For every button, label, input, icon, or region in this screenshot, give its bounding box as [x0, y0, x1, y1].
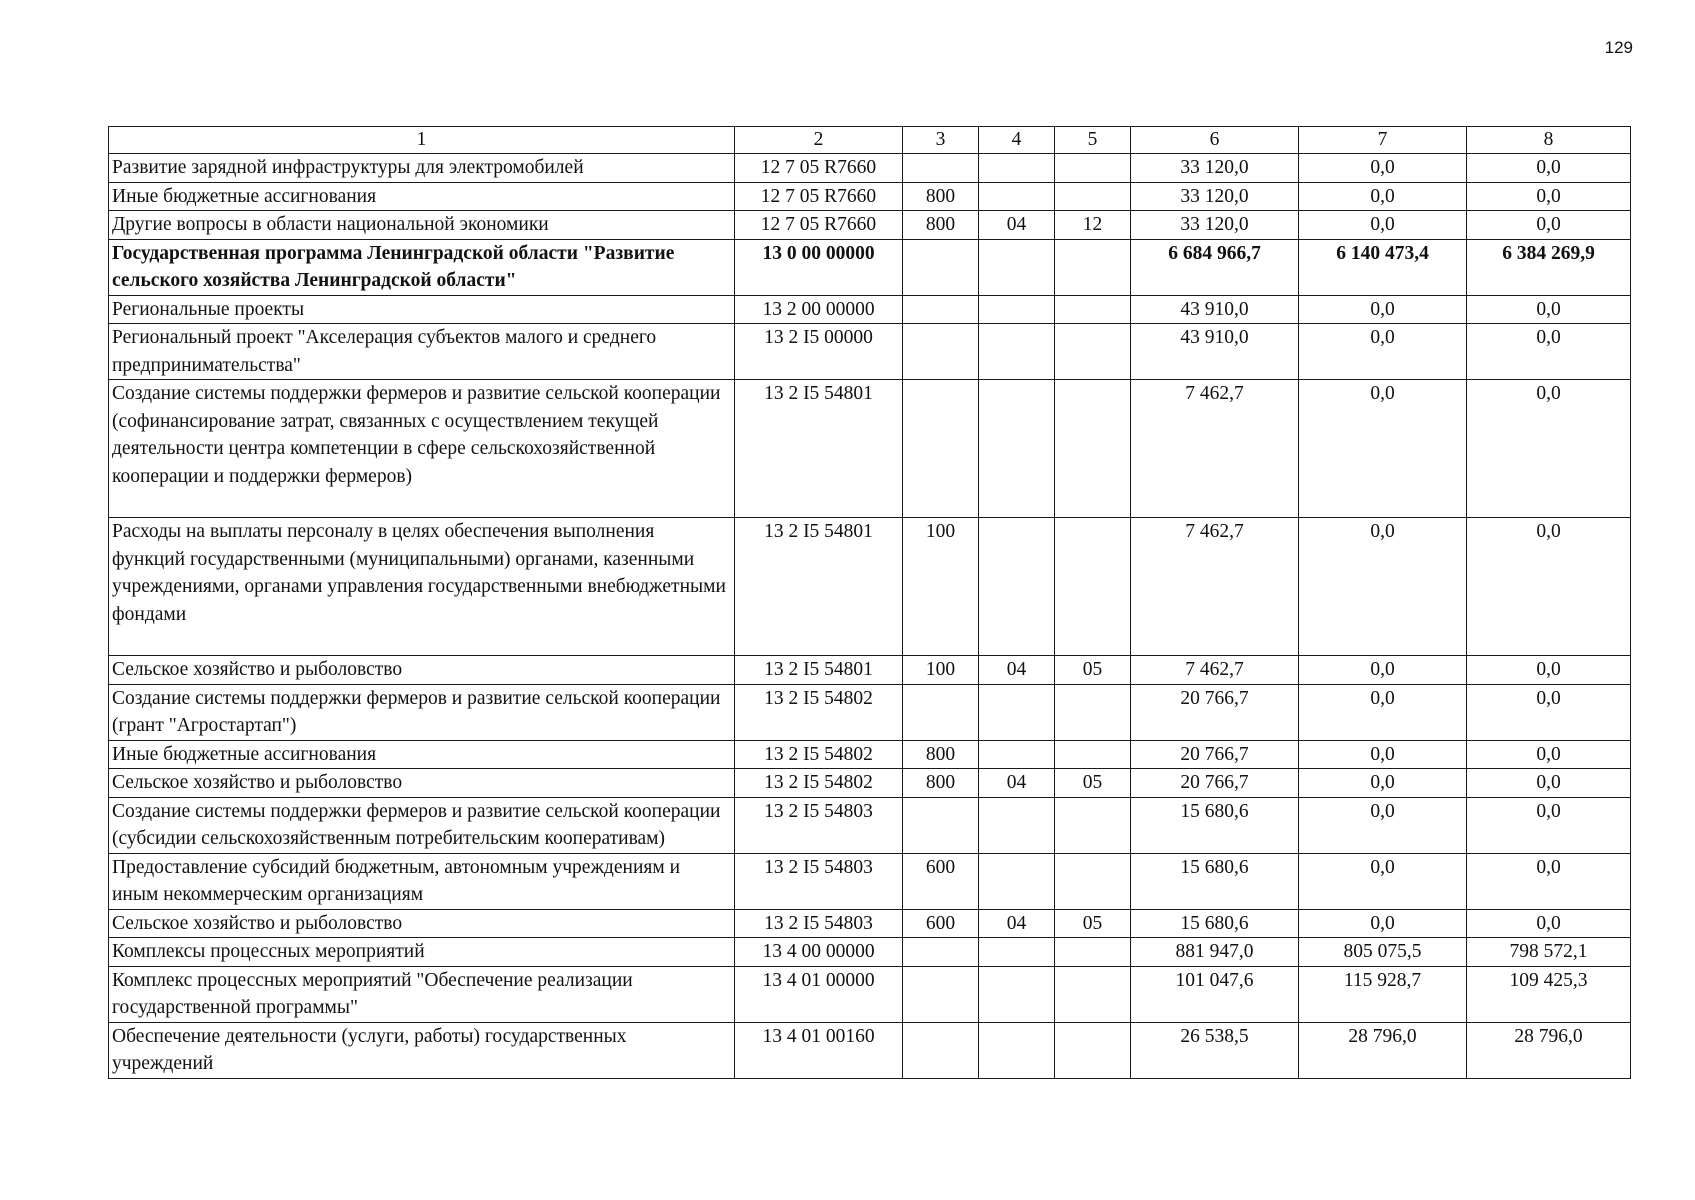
- section-code: [979, 154, 1055, 183]
- amount-year-1: 33 120,0: [1131, 211, 1299, 240]
- amount-year-3: 28 796,0: [1467, 1022, 1631, 1078]
- amount-year-3: 798 572,1: [1467, 938, 1631, 967]
- amount-year-2: 6 140 473,4: [1299, 239, 1467, 295]
- amount-year-2: 115 928,7: [1299, 966, 1467, 1022]
- section-code: 04: [979, 656, 1055, 685]
- subsection-code: 05: [1055, 909, 1131, 938]
- table-header: [109, 127, 1631, 154]
- table-row: [109, 211, 1631, 240]
- target-article-code: 13 4 01 00000: [735, 966, 903, 1022]
- subsection-code: [1055, 1022, 1131, 1078]
- table-row: [109, 740, 1631, 769]
- table-row: [109, 966, 1631, 1022]
- table-row: [109, 380, 1631, 518]
- amount-year-2: 0,0: [1299, 740, 1467, 769]
- row-name: Сельское хозяйство и рыболовство: [109, 656, 735, 685]
- section-code: 04: [979, 211, 1055, 240]
- amount-year-2: 0,0: [1299, 380, 1467, 518]
- amount-year-3: 0,0: [1467, 518, 1631, 656]
- section-code: [979, 295, 1055, 324]
- subsection-code: [1055, 684, 1131, 740]
- expense-type-code: [903, 966, 979, 1022]
- section-code: [979, 239, 1055, 295]
- column-header: 4: [979, 127, 1055, 154]
- row-name: Другие вопросы в области национальной экономики: [109, 211, 735, 240]
- row-name: Государственная программа Ленинградской области "Развитие сельского хозяйства Ленинградской области": [109, 239, 735, 295]
- amount-year-1: 20 766,7: [1131, 740, 1299, 769]
- section-code: [979, 380, 1055, 518]
- amount-year-3: 0,0: [1467, 853, 1631, 909]
- subsection-code: [1055, 518, 1131, 656]
- section-code: [979, 1022, 1055, 1078]
- target-article-code: 13 2 I5 54802: [735, 740, 903, 769]
- subsection-code: [1055, 154, 1131, 183]
- amount-year-1: 881 947,0: [1131, 938, 1299, 967]
- expense-type-code: [903, 1022, 979, 1078]
- target-article-code: 12 7 05 R7660: [735, 211, 903, 240]
- row-name: Иные бюджетные ассигнования: [109, 740, 735, 769]
- expense-type-code: [903, 380, 979, 518]
- amount-year-1: 7 462,7: [1131, 656, 1299, 685]
- target-article-code: 13 0 00 00000: [735, 239, 903, 295]
- amount-year-2: 0,0: [1299, 656, 1467, 685]
- amount-year-3: 0,0: [1467, 380, 1631, 518]
- expense-type-code: 800: [903, 740, 979, 769]
- table-row: [109, 154, 1631, 183]
- expense-type-code: 800: [903, 769, 979, 798]
- row-name: Расходы на выплаты персоналу в целях обеспечения выполнения функций государственными (муниципальными) органами, казенными учреждениями, органами управления государственными внебюджетными фондами: [109, 518, 735, 656]
- target-article-code: 13 2 I5 54802: [735, 769, 903, 798]
- table-row: [109, 769, 1631, 798]
- amount-year-3: 6 384 269,9: [1467, 239, 1631, 295]
- amount-year-1: 7 462,7: [1131, 380, 1299, 518]
- section-code: [979, 684, 1055, 740]
- amount-year-2: 0,0: [1299, 211, 1467, 240]
- table-row: [109, 324, 1631, 380]
- subsection-code: [1055, 182, 1131, 211]
- table-row: [109, 295, 1631, 324]
- amount-year-1: 15 680,6: [1131, 909, 1299, 938]
- target-article-code: 13 2 I5 54802: [735, 684, 903, 740]
- expense-type-code: 100: [903, 518, 979, 656]
- amount-year-3: 0,0: [1467, 909, 1631, 938]
- table-row: [109, 1022, 1631, 1078]
- subsection-code: [1055, 853, 1131, 909]
- row-name: Создание системы поддержки фермеров и развитие сельской кооперации (грант "Агростартап"): [109, 684, 735, 740]
- expense-type-code: 600: [903, 853, 979, 909]
- amount-year-3: 0,0: [1467, 295, 1631, 324]
- column-header: 6: [1131, 127, 1299, 154]
- target-article-code: 13 2 00 00000: [735, 295, 903, 324]
- table-row: [109, 909, 1631, 938]
- column-numbers-row: [109, 127, 1631, 154]
- budget-table: [108, 126, 1631, 1079]
- row-name: Региональные проекты: [109, 295, 735, 324]
- subsection-code: 05: [1055, 769, 1131, 798]
- amount-year-2: 0,0: [1299, 182, 1467, 211]
- section-code: 04: [979, 769, 1055, 798]
- subsection-code: 12: [1055, 211, 1131, 240]
- target-article-code: 13 2 I5 54803: [735, 853, 903, 909]
- amount-year-3: 0,0: [1467, 656, 1631, 685]
- section-code: [979, 324, 1055, 380]
- table-row: [109, 239, 1631, 295]
- expense-type-code: [903, 324, 979, 380]
- table-row: [109, 797, 1631, 853]
- subsection-code: [1055, 740, 1131, 769]
- amount-year-1: 20 766,7: [1131, 769, 1299, 798]
- amount-year-1: 20 766,7: [1131, 684, 1299, 740]
- table-body: [109, 154, 1631, 1079]
- amount-year-2: 0,0: [1299, 518, 1467, 656]
- row-name: Региональный проект "Акселерация субъектов малого и среднего предпринимательства": [109, 324, 735, 380]
- amount-year-2: 0,0: [1299, 684, 1467, 740]
- amount-year-2: 0,0: [1299, 154, 1467, 183]
- table-row: [109, 938, 1631, 967]
- amount-year-3: 0,0: [1467, 182, 1631, 211]
- subsection-code: [1055, 938, 1131, 967]
- amount-year-1: 33 120,0: [1131, 182, 1299, 211]
- amount-year-1: 101 047,6: [1131, 966, 1299, 1022]
- row-name: Комплекс процессных мероприятий "Обеспечение реализации государственной программы": [109, 966, 735, 1022]
- target-article-code: 13 4 00 00000: [735, 938, 903, 967]
- amount-year-3: 109 425,3: [1467, 966, 1631, 1022]
- column-header: 8: [1467, 127, 1631, 154]
- column-header: 5: [1055, 127, 1131, 154]
- expense-type-code: 600: [903, 909, 979, 938]
- expense-type-code: [903, 797, 979, 853]
- section-code: [979, 182, 1055, 211]
- subsection-code: [1055, 295, 1131, 324]
- amount-year-3: 0,0: [1467, 154, 1631, 183]
- expense-type-code: [903, 154, 979, 183]
- target-article-code: 13 2 I5 54803: [735, 797, 903, 853]
- page-number: 129: [1604, 38, 1633, 57]
- row-name: Предоставление субсидий бюджетным, автономным учреждениям и иным некоммерческим организациям: [109, 853, 735, 909]
- amount-year-1: 15 680,6: [1131, 853, 1299, 909]
- row-name: Создание системы поддержки фермеров и развитие сельской кооперации (субсидии сельскохозяйственным потребительским кооперативам): [109, 797, 735, 853]
- amount-year-3: 0,0: [1467, 684, 1631, 740]
- section-code: [979, 938, 1055, 967]
- amount-year-3: 0,0: [1467, 211, 1631, 240]
- column-header: 1: [109, 127, 735, 154]
- column-header: 2: [735, 127, 903, 154]
- amount-year-2: 0,0: [1299, 909, 1467, 938]
- amount-year-1: 43 910,0: [1131, 295, 1299, 324]
- amount-year-2: 805 075,5: [1299, 938, 1467, 967]
- row-name: Сельское хозяйство и рыболовство: [109, 769, 735, 798]
- amount-year-1: 26 538,5: [1131, 1022, 1299, 1078]
- amount-year-2: 0,0: [1299, 853, 1467, 909]
- expense-type-code: 800: [903, 182, 979, 211]
- section-code: [979, 966, 1055, 1022]
- table-row: [109, 853, 1631, 909]
- row-name: Обеспечение деятельности (услуги, работы) государственных учреждений: [109, 1022, 735, 1078]
- section-code: [979, 740, 1055, 769]
- amount-year-1: 43 910,0: [1131, 324, 1299, 380]
- amount-year-1: 33 120,0: [1131, 154, 1299, 183]
- subsection-code: [1055, 797, 1131, 853]
- target-article-code: 13 2 I5 54801: [735, 380, 903, 518]
- row-name: Сельское хозяйство и рыболовство: [109, 909, 735, 938]
- amount-year-2: 0,0: [1299, 769, 1467, 798]
- amount-year-2: 0,0: [1299, 295, 1467, 324]
- amount-year-1: 7 462,7: [1131, 518, 1299, 656]
- section-code: [979, 518, 1055, 656]
- section-code: [979, 853, 1055, 909]
- expense-type-code: 100: [903, 656, 979, 685]
- target-article-code: 12 7 05 R7660: [735, 182, 903, 211]
- amount-year-3: 0,0: [1467, 324, 1631, 380]
- amount-year-2: 0,0: [1299, 324, 1467, 380]
- row-name: Иные бюджетные ассигнования: [109, 182, 735, 211]
- expense-type-code: [903, 295, 979, 324]
- subsection-code: [1055, 239, 1131, 295]
- table-row: [109, 518, 1631, 656]
- expense-type-code: 800: [903, 211, 979, 240]
- table-row: [109, 182, 1631, 211]
- amount-year-1: 6 684 966,7: [1131, 239, 1299, 295]
- amount-year-2: 28 796,0: [1299, 1022, 1467, 1078]
- subsection-code: 05: [1055, 656, 1131, 685]
- subsection-code: [1055, 380, 1131, 518]
- amount-year-3: 0,0: [1467, 769, 1631, 798]
- column-header: 3: [903, 127, 979, 154]
- expense-type-code: [903, 938, 979, 967]
- expense-type-code: [903, 684, 979, 740]
- section-code: 04: [979, 909, 1055, 938]
- amount-year-1: 15 680,6: [1131, 797, 1299, 853]
- table-row: [109, 684, 1631, 740]
- section-code: [979, 797, 1055, 853]
- target-article-code: 13 2 I5 54801: [735, 656, 903, 685]
- target-article-code: 12 7 05 R7660: [735, 154, 903, 183]
- row-name: Создание системы поддержки фермеров и развитие сельской кооперации (софинансирование затрат, связанных с осуществлением текущей деятельности центра компетенции в сфере сельскохозяйственной кооперации и поддержки фермеров): [109, 380, 735, 518]
- subsection-code: [1055, 966, 1131, 1022]
- target-article-code: 13 2 I5 00000: [735, 324, 903, 380]
- column-header: 7: [1299, 127, 1467, 154]
- table-row: [109, 656, 1631, 685]
- expense-type-code: [903, 239, 979, 295]
- target-article-code: 13 2 I5 54803: [735, 909, 903, 938]
- amount-year-3: 0,0: [1467, 740, 1631, 769]
- amount-year-2: 0,0: [1299, 797, 1467, 853]
- amount-year-3: 0,0: [1467, 797, 1631, 853]
- row-name: Развитие зарядной инфраструктуры для электромобилей: [109, 154, 735, 183]
- target-article-code: 13 2 I5 54801: [735, 518, 903, 656]
- row-name: Комплексы процессных мероприятий: [109, 938, 735, 967]
- target-article-code: 13 4 01 00160: [735, 1022, 903, 1078]
- subsection-code: [1055, 324, 1131, 380]
